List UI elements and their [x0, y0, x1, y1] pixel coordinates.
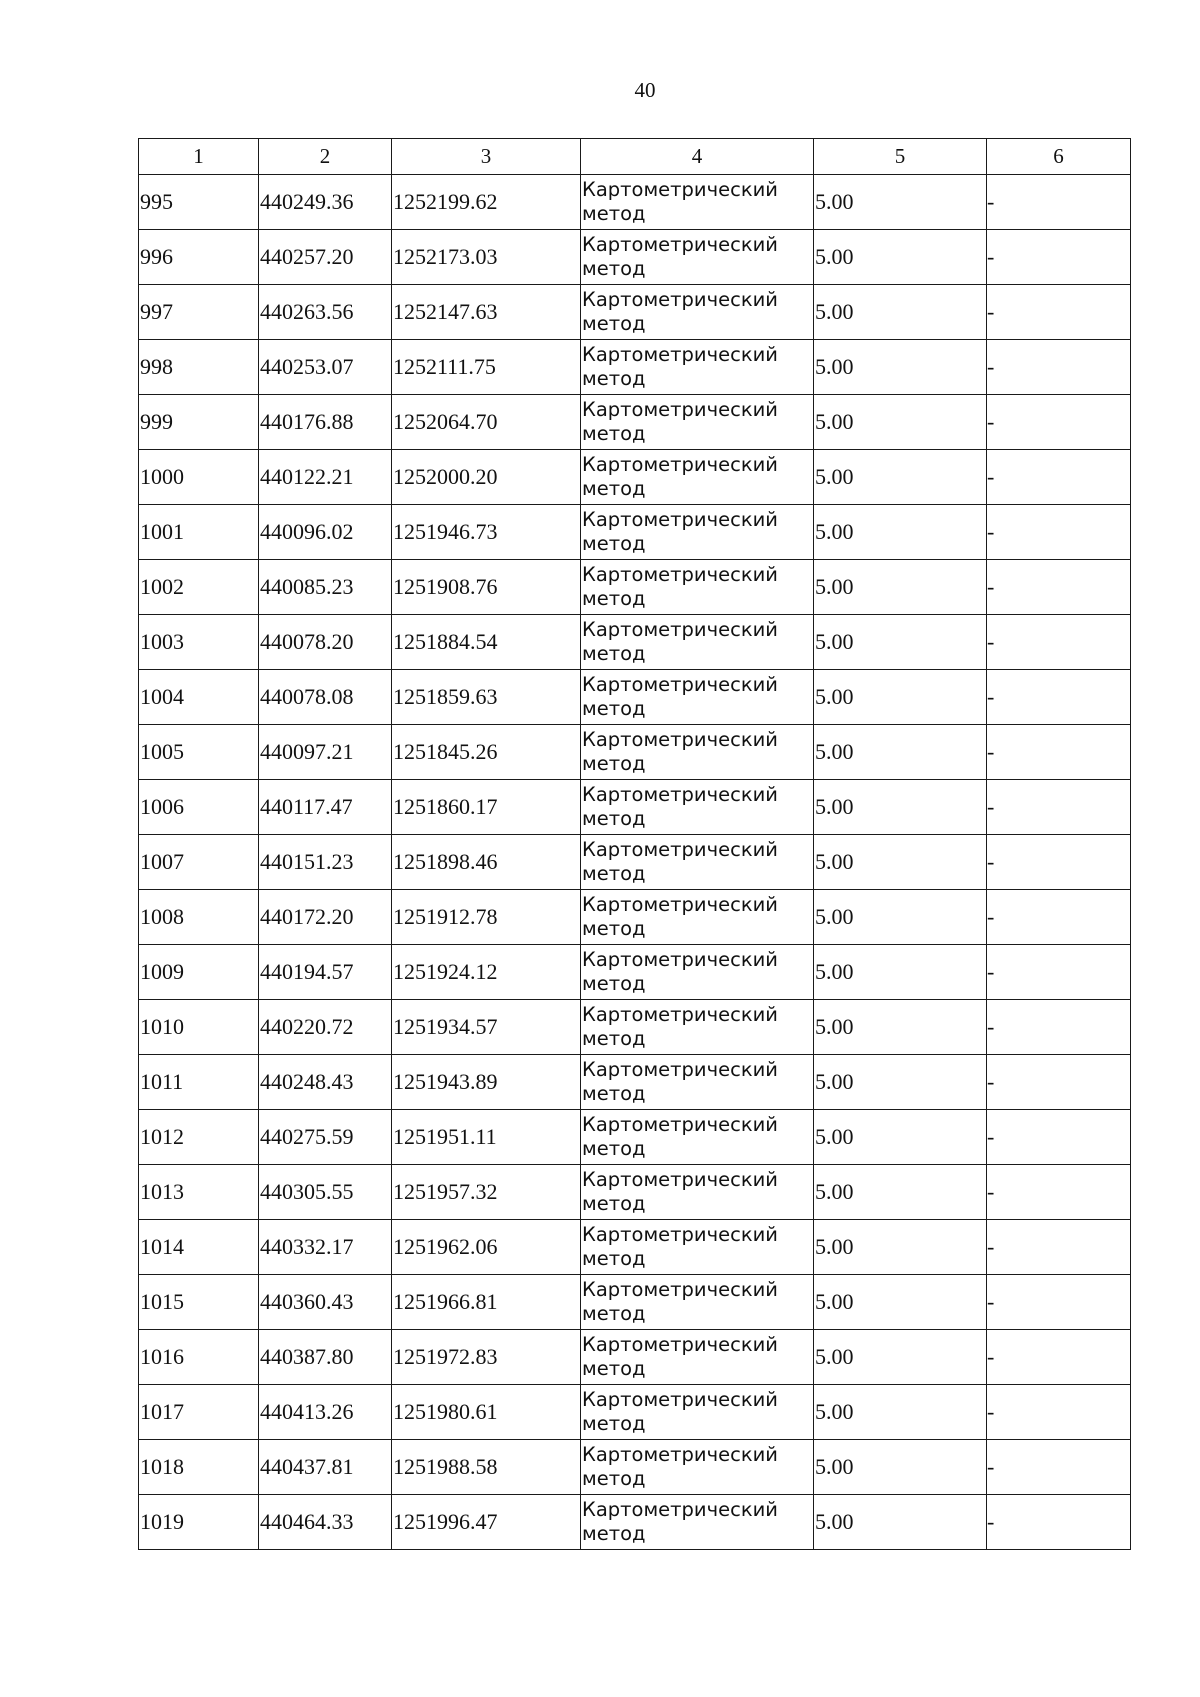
- method-cell: [581, 340, 814, 395]
- note-cell: -: [987, 1440, 1131, 1495]
- method-cell: [581, 945, 814, 1000]
- point-number-cell: 995: [139, 175, 259, 230]
- x-coordinate-cell: 440437.81: [259, 1440, 392, 1495]
- method-line-1: Картометрический: [582, 728, 778, 751]
- y-coordinate-cell: 1251943.89: [392, 1055, 581, 1110]
- note-cell: -: [987, 945, 1131, 1000]
- note-cell: -: [987, 1385, 1131, 1440]
- method-line-2: метод: [582, 1302, 646, 1325]
- table-row: [139, 560, 1131, 615]
- table-header: [139, 139, 1131, 175]
- method-line-1: Картометрический: [582, 783, 778, 806]
- x-coordinate-cell: 440305.55: [259, 1165, 392, 1220]
- method-line-2: метод: [582, 1082, 646, 1105]
- note-cell: -: [987, 890, 1131, 945]
- x-coordinate-cell: 440248.43: [259, 1055, 392, 1110]
- x-coordinate-cell: 440249.36: [259, 175, 392, 230]
- method-line-2: метод: [582, 1137, 646, 1160]
- method-line-2: метод: [582, 1357, 646, 1380]
- x-coordinate-cell: 440275.59: [259, 1110, 392, 1165]
- table-row: [139, 450, 1131, 505]
- table-row: [139, 1495, 1131, 1550]
- x-coordinate-cell: 440360.43: [259, 1275, 392, 1330]
- note-cell: -: [987, 175, 1131, 230]
- note-cell: -: [987, 1055, 1131, 1110]
- table-row: [139, 1055, 1131, 1110]
- table-row: [139, 395, 1131, 450]
- table-row: [139, 1165, 1131, 1220]
- note-cell: -: [987, 835, 1131, 890]
- note-cell: -: [987, 560, 1131, 615]
- method-cell: [581, 1385, 814, 1440]
- column-header-2: 2: [259, 139, 392, 175]
- accuracy-cell: 5.00: [814, 395, 987, 450]
- method-line-2: метод: [582, 532, 646, 555]
- method-line-1: Картометрический: [582, 673, 778, 696]
- method-line-1: Картометрический: [582, 1498, 778, 1521]
- point-number-cell: 998: [139, 340, 259, 395]
- y-coordinate-cell: 1251962.06: [392, 1220, 581, 1275]
- point-number-cell: 1013: [139, 1165, 259, 1220]
- y-coordinate-cell: 1251996.47: [392, 1495, 581, 1550]
- accuracy-cell: 5.00: [814, 1220, 987, 1275]
- method-line-2: метод: [582, 1522, 646, 1545]
- table-row: [139, 230, 1131, 285]
- method-line-2: метод: [582, 862, 646, 885]
- method-line-2: метод: [582, 202, 646, 225]
- method-line-2: метод: [582, 1247, 646, 1270]
- method-cell: [581, 285, 814, 340]
- column-header-1: 1: [139, 139, 259, 175]
- table-row: [139, 725, 1131, 780]
- method-line-2: метод: [582, 367, 646, 390]
- note-cell: -: [987, 340, 1131, 395]
- y-coordinate-cell: 1251934.57: [392, 1000, 581, 1055]
- point-number-cell: 1019: [139, 1495, 259, 1550]
- accuracy-cell: 5.00: [814, 175, 987, 230]
- method-cell: [581, 560, 814, 615]
- method-line-2: метод: [582, 1192, 646, 1215]
- method-cell: [581, 1000, 814, 1055]
- method-line-1: Картометрический: [582, 618, 778, 641]
- method-line-2: метод: [582, 642, 646, 665]
- method-line-2: метод: [582, 422, 646, 445]
- y-coordinate-cell: 1252111.75: [392, 340, 581, 395]
- method-line-1: Картометрический: [582, 1388, 778, 1411]
- table-row: [139, 1220, 1131, 1275]
- x-coordinate-cell: 440413.26: [259, 1385, 392, 1440]
- point-number-cell: 1018: [139, 1440, 259, 1495]
- x-coordinate-cell: 440172.20: [259, 890, 392, 945]
- method-cell: [581, 835, 814, 890]
- x-coordinate-cell: 440078.08: [259, 670, 392, 725]
- accuracy-cell: 5.00: [814, 780, 987, 835]
- y-coordinate-cell: 1252199.62: [392, 175, 581, 230]
- accuracy-cell: 5.00: [814, 560, 987, 615]
- note-cell: -: [987, 1220, 1131, 1275]
- accuracy-cell: 5.00: [814, 1110, 987, 1165]
- column-header-4: 4: [581, 139, 814, 175]
- note-cell: -: [987, 1165, 1131, 1220]
- method-line-2: метод: [582, 477, 646, 500]
- point-number-cell: 1000: [139, 450, 259, 505]
- y-coordinate-cell: 1251966.81: [392, 1275, 581, 1330]
- x-coordinate-cell: 440078.20: [259, 615, 392, 670]
- x-coordinate-cell: 440253.07: [259, 340, 392, 395]
- x-coordinate-cell: 440263.56: [259, 285, 392, 340]
- note-cell: -: [987, 1000, 1131, 1055]
- method-line-2: метод: [582, 1412, 646, 1435]
- method-line-2: метод: [582, 972, 646, 995]
- method-line-1: Картометрический: [582, 288, 778, 311]
- note-cell: -: [987, 285, 1131, 340]
- note-cell: -: [987, 1275, 1131, 1330]
- method-line-1: Картометрический: [582, 948, 778, 971]
- table-row: [139, 505, 1131, 560]
- header-row: [139, 139, 1131, 175]
- method-line-2: метод: [582, 257, 646, 280]
- accuracy-cell: 5.00: [814, 835, 987, 890]
- point-number-cell: 1002: [139, 560, 259, 615]
- method-cell: [581, 1440, 814, 1495]
- point-number-cell: 1014: [139, 1220, 259, 1275]
- method-cell: [581, 175, 814, 230]
- method-line-1: Картометрический: [582, 1058, 778, 1081]
- accuracy-cell: 5.00: [814, 1440, 987, 1495]
- point-number-cell: 1011: [139, 1055, 259, 1110]
- note-cell: -: [987, 780, 1131, 835]
- point-number-cell: 1006: [139, 780, 259, 835]
- method-cell: [581, 450, 814, 505]
- method-line-2: метод: [582, 312, 646, 335]
- method-line-1: Картометрический: [582, 1333, 778, 1356]
- x-coordinate-cell: 440122.21: [259, 450, 392, 505]
- point-number-cell: 1016: [139, 1330, 259, 1385]
- method-line-1: Картометрический: [582, 453, 778, 476]
- note-cell: -: [987, 395, 1131, 450]
- method-line-2: метод: [582, 752, 646, 775]
- y-coordinate-cell: 1251946.73: [392, 505, 581, 560]
- method-line-1: Картометрический: [582, 343, 778, 366]
- table-row: [139, 1440, 1131, 1495]
- y-coordinate-cell: 1251845.26: [392, 725, 581, 780]
- accuracy-cell: 5.00: [814, 340, 987, 395]
- x-coordinate-cell: 440332.17: [259, 1220, 392, 1275]
- method-cell: [581, 1165, 814, 1220]
- method-cell: [581, 395, 814, 450]
- x-coordinate-cell: 440096.02: [259, 505, 392, 560]
- x-coordinate-cell: 440257.20: [259, 230, 392, 285]
- accuracy-cell: 5.00: [814, 1330, 987, 1385]
- method-cell: [581, 725, 814, 780]
- method-line-2: метод: [582, 807, 646, 830]
- note-cell: -: [987, 505, 1131, 560]
- method-cell: [581, 615, 814, 670]
- y-coordinate-cell: 1252000.20: [392, 450, 581, 505]
- accuracy-cell: 5.00: [814, 450, 987, 505]
- point-number-cell: 1004: [139, 670, 259, 725]
- point-number-cell: 1012: [139, 1110, 259, 1165]
- table-row: [139, 1275, 1131, 1330]
- method-line-1: Картометрический: [582, 1443, 778, 1466]
- table-row: [139, 835, 1131, 890]
- method-line-2: метод: [582, 917, 646, 940]
- method-line-1: Картометрический: [582, 1003, 778, 1026]
- method-line-1: Картометрический: [582, 398, 778, 421]
- method-cell: [581, 230, 814, 285]
- table-body: [139, 175, 1131, 1550]
- method-cell: [581, 890, 814, 945]
- column-header-3: 3: [392, 139, 581, 175]
- point-number-cell: 1015: [139, 1275, 259, 1330]
- y-coordinate-cell: 1251860.17: [392, 780, 581, 835]
- point-number-cell: 996: [139, 230, 259, 285]
- y-coordinate-cell: 1251951.11: [392, 1110, 581, 1165]
- table-row: [139, 615, 1131, 670]
- method-line-2: метод: [582, 1467, 646, 1490]
- note-cell: -: [987, 725, 1131, 780]
- accuracy-cell: 5.00: [814, 285, 987, 340]
- table-row: [139, 340, 1131, 395]
- point-number-cell: 1001: [139, 505, 259, 560]
- method-line-1: Картометрический: [582, 1278, 778, 1301]
- table-row: [139, 945, 1131, 1000]
- table-row: [139, 1330, 1131, 1385]
- y-coordinate-cell: 1252064.70: [392, 395, 581, 450]
- point-number-cell: 1009: [139, 945, 259, 1000]
- y-coordinate-cell: 1251912.78: [392, 890, 581, 945]
- method-line-2: метод: [582, 1027, 646, 1050]
- method-line-1: Картометрический: [582, 178, 778, 201]
- accuracy-cell: 5.00: [814, 1275, 987, 1330]
- y-coordinate-cell: 1251908.76: [392, 560, 581, 615]
- y-coordinate-cell: 1251980.61: [392, 1385, 581, 1440]
- method-cell: [581, 1495, 814, 1550]
- method-cell: [581, 1330, 814, 1385]
- accuracy-cell: 5.00: [814, 670, 987, 725]
- method-cell: [581, 1055, 814, 1110]
- table-row: [139, 780, 1131, 835]
- note-cell: -: [987, 615, 1131, 670]
- accuracy-cell: 5.00: [814, 1055, 987, 1110]
- method-cell: [581, 1275, 814, 1330]
- accuracy-cell: 5.00: [814, 890, 987, 945]
- table-row: [139, 1000, 1131, 1055]
- x-coordinate-cell: 440220.72: [259, 1000, 392, 1055]
- table-row: [139, 670, 1131, 725]
- x-coordinate-cell: 440464.33: [259, 1495, 392, 1550]
- method-cell: [581, 505, 814, 560]
- table-row: [139, 890, 1131, 945]
- method-cell: [581, 1220, 814, 1275]
- point-number-cell: 1007: [139, 835, 259, 890]
- note-cell: -: [987, 1110, 1131, 1165]
- point-number-cell: 1003: [139, 615, 259, 670]
- method-line-1: Картометрический: [582, 1223, 778, 1246]
- method-line-1: Картометрический: [582, 508, 778, 531]
- accuracy-cell: 5.00: [814, 1495, 987, 1550]
- point-number-cell: 1010: [139, 1000, 259, 1055]
- column-header-5: 5: [814, 139, 987, 175]
- x-coordinate-cell: 440097.21: [259, 725, 392, 780]
- method-line-1: Картометрический: [582, 893, 778, 916]
- x-coordinate-cell: 440387.80: [259, 1330, 392, 1385]
- coordinates-table: [138, 138, 1131, 1550]
- table-row: [139, 1110, 1131, 1165]
- point-number-cell: 1008: [139, 890, 259, 945]
- method-line-1: Картометрический: [582, 233, 778, 256]
- y-coordinate-cell: 1252173.03: [392, 230, 581, 285]
- y-coordinate-cell: 1251988.58: [392, 1440, 581, 1495]
- x-coordinate-cell: 440085.23: [259, 560, 392, 615]
- accuracy-cell: 5.00: [814, 1000, 987, 1055]
- note-cell: -: [987, 450, 1131, 505]
- column-header-6: 6: [987, 139, 1131, 175]
- point-number-cell: 1017: [139, 1385, 259, 1440]
- point-number-cell: 1005: [139, 725, 259, 780]
- method-cell: [581, 780, 814, 835]
- method-line-1: Картометрический: [582, 563, 778, 586]
- table-row: [139, 285, 1131, 340]
- note-cell: -: [987, 1495, 1131, 1550]
- y-coordinate-cell: 1251884.54: [392, 615, 581, 670]
- accuracy-cell: 5.00: [814, 945, 987, 1000]
- x-coordinate-cell: 440117.47: [259, 780, 392, 835]
- y-coordinate-cell: 1251924.12: [392, 945, 581, 1000]
- x-coordinate-cell: 440176.88: [259, 395, 392, 450]
- method-line-1: Картометрический: [582, 1113, 778, 1136]
- point-number-cell: 999: [139, 395, 259, 450]
- method-line-2: метод: [582, 587, 646, 610]
- page-number: 40: [634, 78, 656, 102]
- accuracy-cell: 5.00: [814, 505, 987, 560]
- accuracy-cell: 5.00: [814, 1165, 987, 1220]
- table-row: [139, 175, 1131, 230]
- y-coordinate-cell: 1251957.32: [392, 1165, 581, 1220]
- method-line-2: метод: [582, 697, 646, 720]
- y-coordinate-cell: 1251859.63: [392, 670, 581, 725]
- note-cell: -: [987, 670, 1131, 725]
- x-coordinate-cell: 440194.57: [259, 945, 392, 1000]
- accuracy-cell: 5.00: [814, 615, 987, 670]
- accuracy-cell: 5.00: [814, 1385, 987, 1440]
- method-line-1: Картометрический: [582, 838, 778, 861]
- accuracy-cell: 5.00: [814, 725, 987, 780]
- point-number-cell: 997: [139, 285, 259, 340]
- x-coordinate-cell: 440151.23: [259, 835, 392, 890]
- note-cell: -: [987, 230, 1131, 285]
- method-cell: [581, 1110, 814, 1165]
- y-coordinate-cell: 1251972.83: [392, 1330, 581, 1385]
- accuracy-cell: 5.00: [814, 230, 987, 285]
- y-coordinate-cell: 1251898.46: [392, 835, 581, 890]
- table-row: [139, 1385, 1131, 1440]
- y-coordinate-cell: 1252147.63: [392, 285, 581, 340]
- method-cell: [581, 670, 814, 725]
- method-line-1: Картометрический: [582, 1168, 778, 1191]
- note-cell: -: [987, 1330, 1131, 1385]
